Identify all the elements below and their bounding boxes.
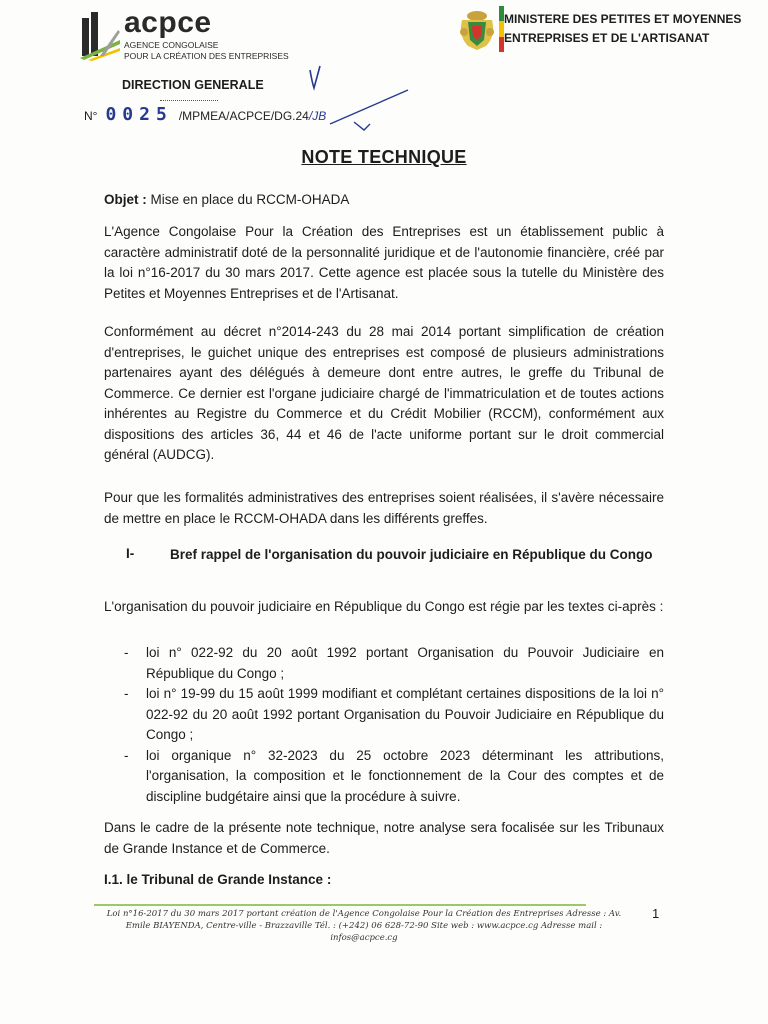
law-item: - loi organique n° 32-2023 du 25 octobre 2023 déterminant les attributions, l'organisation, la composition et le fonctionnement de la Cour des comptes et de discipline budgétaire ainsi que la procédure à suivre. — [122, 746, 664, 808]
coat-of-arms-icon — [454, 8, 500, 52]
direction-underline — [160, 100, 218, 101]
footer-divider — [94, 904, 586, 906]
paragraph-decree: Conformément au décret n°2014-243 du 28 mai 2014 portant simplification de création d'entreprises, le guichet unique des entreprises est composé de plusieurs administrations partenaires ayant des délégués à demeure dont entre autres, le greffe du Tribunal de Commerce. Ce dernier est l'organe judiciaire chargé de l'immatriculation et de toutes actions inhérentes au Registre du Commerce et du Crédit Mobilier (RCCM), conformément aux dispositions des articles 36, 44 et 46 de l'acte uniforme portant sur le droit commercial général (AUDCG). — [104, 324, 664, 462]
subject-label: Objet : — [104, 192, 147, 207]
section-intro: L'organisation du pouvoir judiciaire en République du Congo est régie par les textes ci-après : — [104, 599, 664, 614]
footer-text: Loi n°16-2017 du 30 mars 2017 portant création de l'Agence Congolaise Pour la Création des Entreprises Adresse : Av. Emile BIAYENDA, Centre-ville - Brazzaville Tél. : (+242) 06 628-72-90 Site web : www.acpce.cg Adresse mail : infos@acpce.cg — [106, 909, 622, 943]
direction-label: DIRECTION GENERALE — [122, 78, 264, 92]
ministry-line-1: MINISTERE DES PETITES ET MOYENNES — [504, 12, 742, 26]
ministry-name — [504, 10, 741, 48]
ref-prefix: N° — [84, 109, 98, 123]
acpce-logo-icon — [78, 10, 122, 62]
law-item: - loi n° 19-99 du 15 août 1999 modifiant et complétant certaines dispositions de la loi n° 022-92 du 20 août 1992 portant Organisation du Pouvoir Judiciaire en République du Congo ; — [122, 684, 664, 746]
ref-number: 0025 — [105, 104, 173, 125]
subject-value: Mise en place du RCCM-OHADA — [150, 192, 350, 207]
law-item: - loi n° 022-92 du 20 août 1992 portant Organisation du Pouvoir Judiciaire en République du Congo ; — [122, 643, 664, 684]
closing-paragraph: Dans le cadre de la présente note technique, notre analyse sera focalisée sur les Tribunaux de Grande Instance et de Commerce. — [104, 820, 664, 856]
paragraph-purpose: Pour que les formalités administratives des entreprises soient réalisées, il s'avère nécessaire de mettre en place le RCCM-OHADA dans les différents greffes. — [104, 490, 664, 526]
logo-tagline-line-1: AGENCE CONGOLAISE — [124, 40, 219, 50]
logo-name: acpce — [124, 6, 212, 39]
ref-suffix: /JB — [308, 109, 327, 123]
paragraph-intro: L'Agence Congolaise Pour la Création des Entreprises est un établissement public à caractère administratif doté de la personnalité juridique et de l'autonomie financière, créé par la loi n°16-2017 du 30 mars 2017. Cette agence est placée sous la tutelle du Ministère des Petites et Moyennes Entreprises et de l'Artisanat. — [104, 224, 664, 301]
document-title: NOTE TECHNIQUE — [301, 147, 467, 167]
section-title: Bref rappel de l'organisation du pouvoir judiciaire en République du Congo — [170, 547, 653, 562]
section-number: I- — [126, 546, 135, 561]
law-list — [122, 643, 664, 807]
page-number: 1 — [652, 906, 660, 921]
ministry-line-2: ENTREPRISES ET DE L'ARTISANAT — [504, 31, 710, 45]
subject-line — [104, 190, 664, 211]
logo-tagline — [124, 40, 289, 62]
signature-mark-icon — [250, 60, 420, 140]
subsection-heading: I.1. le Tribunal de Grande Instance : — [104, 872, 332, 887]
logo-tagline-line-2: POUR LA CRÉATION DES ENTREPRISES — [124, 51, 289, 61]
ref-code: /MPMEA/ACPCE/DG.24 — [178, 109, 309, 123]
